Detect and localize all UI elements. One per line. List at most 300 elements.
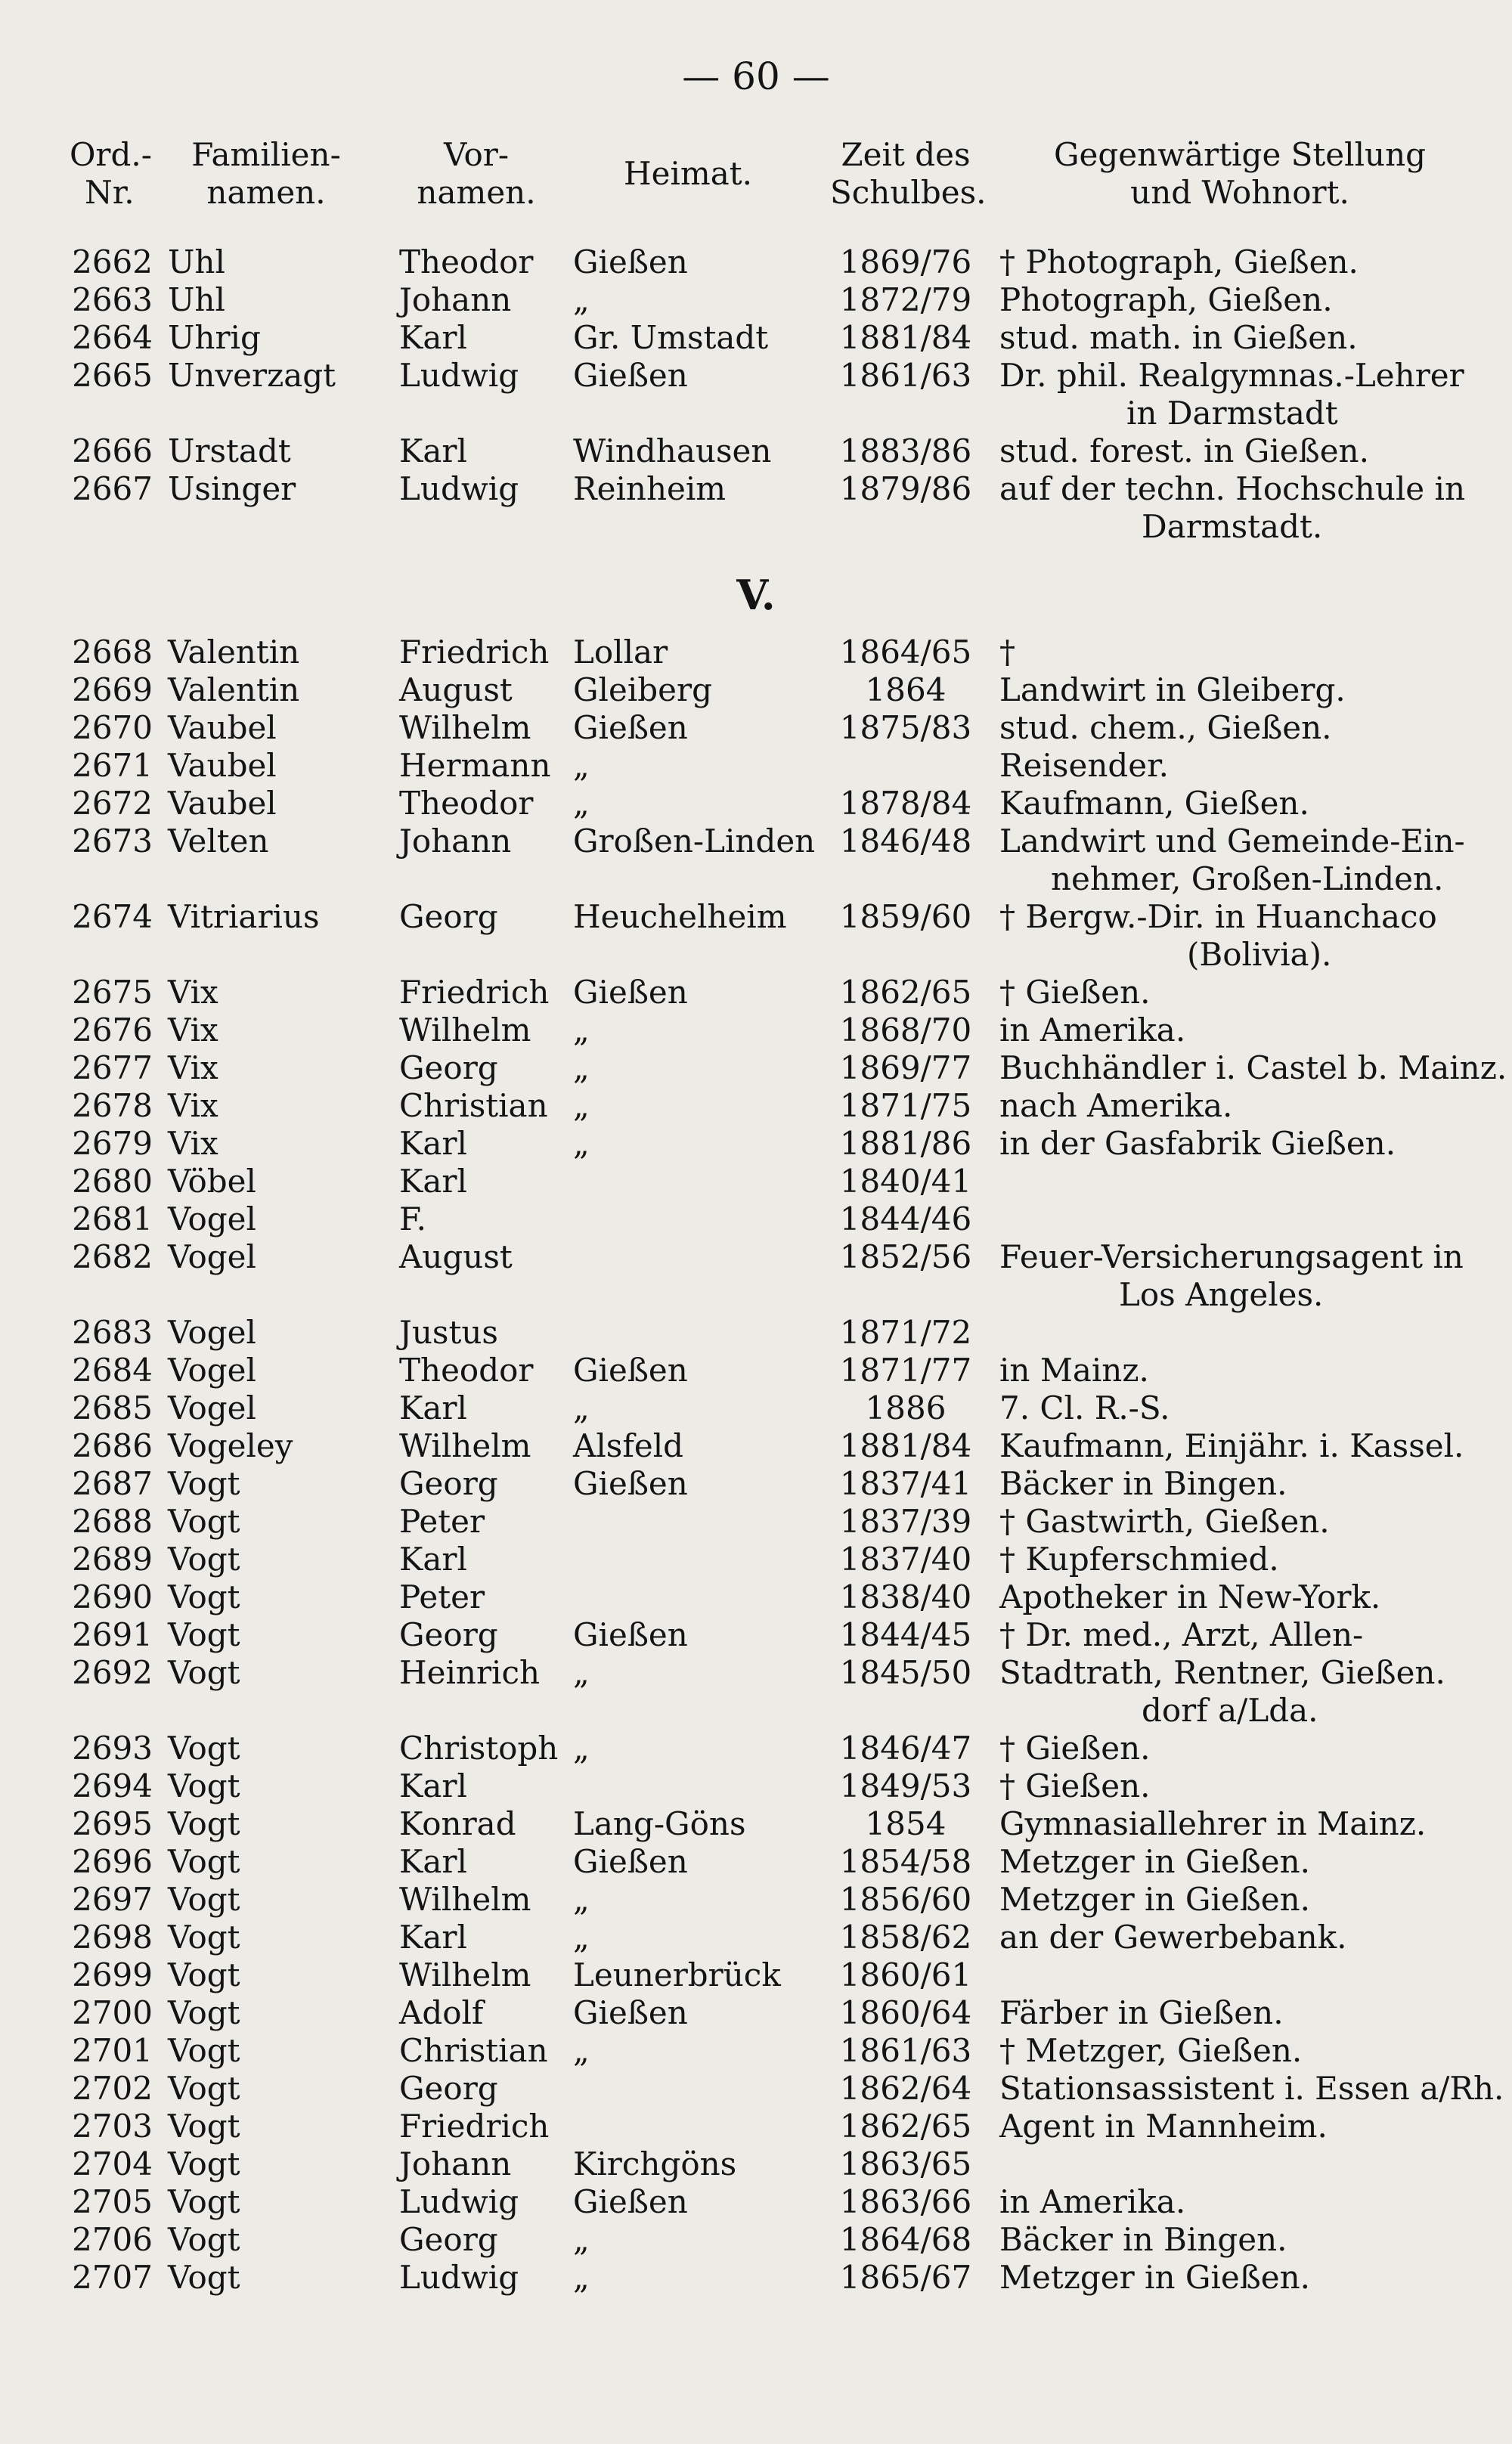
occupation-residence: Metzger in Gießen. xyxy=(999,1843,1311,1880)
entry-number: 2693 xyxy=(72,1730,153,1767)
entry-number: 2694 xyxy=(72,1767,153,1804)
hometown: Gießen xyxy=(573,2183,688,2220)
hometown: Lollar xyxy=(573,633,668,671)
occupation-residence: Kaufmann, Gießen. xyxy=(999,785,1309,822)
table-row xyxy=(0,319,1512,357)
entry-number: 2662 xyxy=(72,243,153,280)
table-row xyxy=(0,1843,1512,1881)
hometown: „ xyxy=(573,785,590,822)
family-name: Vogt xyxy=(168,1881,240,1918)
occupation-residence: Photograph, Gießen. xyxy=(999,281,1333,318)
first-name: Theodor xyxy=(399,1352,534,1389)
first-name: Friedrich xyxy=(399,974,550,1011)
first-name: Heinrich xyxy=(399,1654,541,1691)
school-period: 1837/39 xyxy=(839,1503,972,1540)
family-name: Vaubel xyxy=(168,747,277,784)
school-period: 1844/46 xyxy=(839,1200,972,1237)
hometown: Leunerbrück xyxy=(573,1956,781,1993)
entry-number: 2684 xyxy=(72,1352,153,1389)
first-name: Georg xyxy=(399,1616,498,1653)
first-name: Justus xyxy=(399,1314,498,1351)
school-period: 1869/77 xyxy=(839,1049,972,1086)
hometown: „ xyxy=(573,281,590,318)
section-letter-v: V. xyxy=(736,571,776,619)
occupation-residence: Bäcker in Bingen. xyxy=(999,1465,1287,1502)
family-name: Vogeley xyxy=(168,1427,293,1464)
first-name: Georg xyxy=(399,1049,498,1086)
school-period: 1849/53 xyxy=(839,1767,972,1804)
table-row xyxy=(0,1087,1512,1125)
occupation-residence: Stationsassistent i. Essen a/Rh. xyxy=(999,2070,1504,2107)
hometown: Gießen xyxy=(573,243,688,280)
table-row xyxy=(0,709,1512,747)
entry-number: 2677 xyxy=(72,1049,153,1086)
header-vorname-line1: Vor- xyxy=(443,136,510,173)
table-row xyxy=(0,2145,1512,2183)
entry-number: 2706 xyxy=(72,2221,153,2258)
occupation-residence: Metzger in Gießen. xyxy=(999,2259,1311,2296)
table-row xyxy=(0,1919,1512,1956)
family-name: Vogt xyxy=(168,2032,240,2069)
school-period: 1871/77 xyxy=(839,1352,972,1389)
entry-number: 2692 xyxy=(72,1654,153,1691)
family-name: Vöbel xyxy=(168,1163,256,1200)
school-period: 1864/68 xyxy=(839,2221,972,2258)
family-name: Vix xyxy=(168,974,218,1011)
table-row xyxy=(0,2183,1512,2221)
entry-number: 2683 xyxy=(72,1314,153,1351)
first-name: Wilhelm xyxy=(399,709,531,746)
entry-number: 2700 xyxy=(72,1994,153,2031)
table-row xyxy=(0,1125,1512,1163)
entry-number: 2686 xyxy=(72,1427,153,1464)
entry-number: 2678 xyxy=(72,1087,153,1124)
occupation-residence: in Mainz. xyxy=(999,1352,1149,1389)
entry-number: 2691 xyxy=(72,1616,153,1653)
school-period: 1864/65 xyxy=(839,633,972,671)
hometown: Gießen xyxy=(573,709,688,746)
school-period: 1859/60 xyxy=(839,898,972,935)
school-period: 1878/84 xyxy=(839,785,972,822)
school-period: 1862/65 xyxy=(839,2108,972,2145)
occupation-residence: stud. forest. in Gießen. xyxy=(999,432,1369,469)
occupation-residence: † xyxy=(999,633,1015,671)
family-name: Vogel xyxy=(168,1352,256,1389)
entry-number: 2696 xyxy=(72,1843,153,1880)
header-stellung-line1: Gegenwärtige Stellung xyxy=(1053,136,1427,173)
school-period: 1846/47 xyxy=(839,1730,972,1767)
entry-number: 2704 xyxy=(72,2145,153,2182)
table-row xyxy=(0,2070,1512,2108)
entry-number: 2671 xyxy=(72,747,153,784)
occupation-residence: † Gießen. xyxy=(999,1730,1151,1767)
hometown: „ xyxy=(573,1730,590,1767)
school-period: 1854 xyxy=(865,1805,947,1842)
header-zeit-line1: Zeit des xyxy=(841,136,971,173)
first-name: August xyxy=(399,1238,513,1275)
occupation-residence: Buchhändler i. Castel b. Mainz. xyxy=(999,1049,1507,1086)
header-vorname-line2: namen. xyxy=(417,174,536,211)
table-row xyxy=(0,1011,1512,1049)
table-row xyxy=(0,1578,1512,1616)
first-name: Adolf xyxy=(399,1994,484,2031)
school-period: 1881/84 xyxy=(839,319,972,356)
first-name: Karl xyxy=(399,1919,467,1956)
table-row xyxy=(0,1163,1512,1200)
family-name: Velten xyxy=(168,822,269,860)
family-name: Vogt xyxy=(168,1578,240,1615)
table-row xyxy=(0,1730,1512,1767)
family-name: Vogt xyxy=(168,2259,240,2296)
first-name: Wilhelm xyxy=(399,1427,531,1464)
first-name: Christian xyxy=(399,1087,548,1124)
first-name: Konrad xyxy=(399,1805,516,1842)
header-stellung-line2: und Wohnort. xyxy=(1130,174,1349,211)
table-row xyxy=(0,1049,1512,1087)
first-name: Ludwig xyxy=(399,470,519,507)
table-row xyxy=(0,2259,1512,2297)
entry-number: 2697 xyxy=(72,1881,153,1918)
hometown: Gießen xyxy=(573,1994,688,2031)
school-period: 1861/63 xyxy=(839,357,972,394)
family-name: Vogt xyxy=(168,1843,240,1880)
occupation-residence: stud. math. in Gießen. xyxy=(999,319,1358,356)
school-period: 1846/48 xyxy=(839,822,972,860)
hometown: Windhausen xyxy=(573,432,772,469)
occupation-residence: Landwirt und Gemeinde-Ein- xyxy=(999,822,1465,860)
occupation-residence: an der Gewerbebank. xyxy=(999,1919,1347,1956)
header-nr-line1: Ord.- xyxy=(70,136,152,173)
table-row xyxy=(0,1314,1512,1352)
first-name: Wilhelm xyxy=(399,1956,531,1993)
first-name: Ludwig xyxy=(399,357,519,394)
occupation-residence: Metzger in Gießen. xyxy=(999,1881,1311,1918)
entry-number: 2707 xyxy=(72,2259,153,2296)
table-row xyxy=(0,470,1512,508)
table-row xyxy=(0,243,1512,281)
first-name: Peter xyxy=(399,1503,485,1540)
entry-number: 2681 xyxy=(72,1200,153,1237)
occupation-residence: † Bergw.-Dir. in Huanchaco xyxy=(999,898,1437,935)
school-period: 1865/67 xyxy=(839,2259,972,2296)
hometown: „ xyxy=(573,2221,590,2258)
school-period: 1863/65 xyxy=(839,2145,972,2182)
occupation-residence: Landwirt in Gleiberg. xyxy=(999,671,1346,708)
hometown: Kirchgöns xyxy=(573,2145,737,2182)
first-name: Karl xyxy=(399,319,467,356)
hometown: „ xyxy=(573,747,590,784)
family-name: Vogt xyxy=(168,1503,240,1540)
entry-number: 2673 xyxy=(72,822,153,860)
first-name: Karl xyxy=(399,1389,467,1426)
table-row xyxy=(0,1465,1512,1503)
school-period: 1845/50 xyxy=(839,1654,972,1691)
table-row xyxy=(0,1654,1512,1692)
school-period: 1879/86 xyxy=(839,470,972,507)
family-name: Vogel xyxy=(168,1238,256,1275)
entry-number: 2689 xyxy=(72,1541,153,1578)
occupation-residence: Bäcker in Bingen. xyxy=(999,2221,1287,2258)
family-name: Vitriarius xyxy=(168,898,320,935)
first-name: Georg xyxy=(399,1465,498,1502)
school-period: 1881/86 xyxy=(839,1125,972,1162)
school-period: 1837/41 xyxy=(839,1465,972,1502)
family-name: Vogt xyxy=(168,1956,240,1993)
school-period: 1856/60 xyxy=(839,1881,972,1918)
entry-number: 2702 xyxy=(72,2070,153,2107)
occupation-residence: † Gießen. xyxy=(999,1767,1151,1804)
occupation-residence: Apotheker in New-York. xyxy=(999,1578,1381,1615)
first-name: Karl xyxy=(399,1125,467,1162)
family-name: Vogt xyxy=(168,1465,240,1502)
entry-number: 2675 xyxy=(72,974,153,1011)
table-row xyxy=(0,1427,1512,1465)
table-row xyxy=(0,2221,1512,2259)
hometown: Heuchelheim xyxy=(573,898,787,935)
entry-number: 2672 xyxy=(72,785,153,822)
family-name: Vogel xyxy=(168,1314,256,1351)
table-row xyxy=(0,1805,1512,1843)
family-name: Vogt xyxy=(168,1919,240,1956)
family-name: Urstadt xyxy=(168,432,291,469)
family-name: Uhrig xyxy=(168,319,261,356)
occupation-residence: 7. Cl. R.-S. xyxy=(999,1389,1170,1426)
hometown: Gr. Umstadt xyxy=(573,319,769,356)
table-row xyxy=(0,822,1512,860)
table-row xyxy=(0,1200,1512,1238)
school-period: 1872/79 xyxy=(839,281,972,318)
occupation-residence: nach Amerika. xyxy=(999,1087,1233,1124)
header-familienname-line1: Familien- xyxy=(191,136,341,173)
family-name: Vaubel xyxy=(168,709,277,746)
family-name: Valentin xyxy=(168,671,300,708)
entry-number: 2687 xyxy=(72,1465,153,1502)
school-period: 1868/70 xyxy=(839,1011,972,1049)
entry-number: 2705 xyxy=(72,2183,153,2220)
school-period: 1854/58 xyxy=(839,1843,972,1880)
table-row xyxy=(0,357,1512,395)
entry-number: 2695 xyxy=(72,1805,153,1842)
occupation-residence: † Photograph, Gießen. xyxy=(999,243,1359,280)
family-name: Vix xyxy=(168,1125,218,1162)
occupation-continuation: nehmer, Großen-Linden. xyxy=(1051,860,1444,897)
table-row xyxy=(0,785,1512,822)
first-name: Johann xyxy=(399,822,512,860)
occupation-continuation: dorf a/Lda. xyxy=(1142,1692,1318,1729)
hometown: „ xyxy=(573,1389,590,1426)
entry-number: 2669 xyxy=(72,671,153,708)
hometown: Gießen xyxy=(573,1465,688,1502)
first-name: Christoph xyxy=(399,1730,559,1767)
family-name: Usinger xyxy=(168,470,296,507)
school-period: 1858/62 xyxy=(839,1919,972,1956)
entry-number: 2701 xyxy=(72,2032,153,2069)
family-name: Vix xyxy=(168,1087,218,1124)
family-name: Unverzagt xyxy=(168,357,336,394)
hometown: „ xyxy=(573,1919,590,1956)
first-name: Georg xyxy=(399,2070,498,2107)
occupation-residence: Reisender. xyxy=(999,747,1169,784)
school-period: 1871/75 xyxy=(839,1087,972,1124)
header-heimat: Heimat. xyxy=(623,155,752,192)
hometown: Gießen xyxy=(573,974,688,1011)
first-name: Karl xyxy=(399,1163,467,1200)
first-name: Karl xyxy=(399,1767,467,1804)
hometown: „ xyxy=(573,1049,590,1086)
entry-number: 2668 xyxy=(72,633,153,671)
school-period: 1861/63 xyxy=(839,2032,972,2069)
first-name: Theodor xyxy=(399,785,534,822)
family-name: Uhl xyxy=(168,281,225,318)
first-name: Wilhelm xyxy=(399,1011,531,1049)
table-row xyxy=(0,1767,1512,1805)
family-name: Vogt xyxy=(168,1616,240,1653)
family-name: Vix xyxy=(168,1011,218,1049)
table-row xyxy=(0,1352,1512,1389)
occupation-residence: † Gastwirth, Gießen. xyxy=(999,1503,1330,1540)
school-period: 1863/66 xyxy=(839,2183,972,2220)
occupation-residence: Dr. phil. Realgymnas.-Lehrer xyxy=(999,357,1464,394)
family-name: Vogt xyxy=(168,1805,240,1842)
occupation-residence: in Amerika. xyxy=(999,1011,1186,1049)
school-period: 1862/65 xyxy=(839,974,972,1011)
hometown: Reinheim xyxy=(573,470,727,507)
hometown: „ xyxy=(573,1654,590,1691)
hometown: Großen-Linden xyxy=(573,822,816,860)
hometown: Alsfeld xyxy=(573,1427,684,1464)
family-name: Valentin xyxy=(168,633,300,671)
family-name: Vogt xyxy=(168,1654,240,1691)
school-period: 1864 xyxy=(865,671,947,708)
hometown: „ xyxy=(573,1087,590,1124)
family-name: Vogt xyxy=(168,1730,240,1767)
hometown: Gießen xyxy=(573,1616,688,1653)
entry-number: 2679 xyxy=(72,1125,153,1162)
hometown: Gießen xyxy=(573,357,688,394)
header-zeit-line2: Schulbes. xyxy=(830,174,987,211)
page-number: — 60 — xyxy=(682,54,830,98)
school-period: 1875/83 xyxy=(839,709,972,746)
table-row xyxy=(0,974,1512,1011)
occupation-residence: Feuer-Versicherungsagent in xyxy=(999,1238,1464,1275)
hometown: „ xyxy=(573,2259,590,2296)
school-period: 1886 xyxy=(865,1389,947,1426)
occupation-residence: auf der techn. Hochschule in xyxy=(999,470,1465,507)
first-name: Peter xyxy=(399,1578,485,1615)
table-row xyxy=(0,432,1512,470)
first-name: Hermann xyxy=(399,747,551,784)
header-nr-line2: Nr. xyxy=(85,174,135,211)
occupation-continuation: Los Angeles. xyxy=(1119,1276,1324,1313)
school-period: 1837/40 xyxy=(839,1541,972,1578)
first-name: Theodor xyxy=(399,243,534,280)
occupation-continuation: (Bolivia). xyxy=(1187,936,1332,973)
family-name: Vogel xyxy=(168,1200,256,1237)
first-name: Ludwig xyxy=(399,2183,519,2220)
occupation-residence: † Metzger, Gießen. xyxy=(999,2032,1303,2069)
occupation-residence: in Amerika. xyxy=(999,2183,1186,2220)
school-period: 1840/41 xyxy=(839,1163,972,1200)
family-name: Vogt xyxy=(168,2108,240,2145)
school-period: 1871/72 xyxy=(839,1314,972,1351)
school-period: 1844/45 xyxy=(839,1616,972,1653)
entry-number: 2667 xyxy=(72,470,153,507)
school-period: 1862/64 xyxy=(839,2070,972,2107)
entry-number: 2690 xyxy=(72,1578,153,1615)
family-name: Vogt xyxy=(168,2221,240,2258)
first-name: Karl xyxy=(399,432,467,469)
school-period: 1838/40 xyxy=(839,1578,972,1615)
entry-number: 2674 xyxy=(72,898,153,935)
school-period: 1860/61 xyxy=(839,1956,972,1993)
hometown: Gleiberg xyxy=(573,671,712,708)
entry-number: 2663 xyxy=(72,281,153,318)
entry-number: 2665 xyxy=(72,357,153,394)
school-period: 1883/86 xyxy=(839,432,972,469)
hometown: „ xyxy=(573,1881,590,1918)
entry-number: 2670 xyxy=(72,709,153,746)
table-row xyxy=(0,1238,1512,1276)
occupation-residence: Gymnasiallehrer in Mainz. xyxy=(999,1805,1427,1842)
occupation-continuation: in Darmstadt xyxy=(1126,395,1338,432)
occupation-residence: Färber in Gießen. xyxy=(999,1994,1284,2031)
hometown: Lang-Göns xyxy=(573,1805,746,1842)
first-name: Georg xyxy=(399,2221,498,2258)
entry-number: 2698 xyxy=(72,1919,153,1956)
hometown: „ xyxy=(573,1125,590,1162)
first-name: Georg xyxy=(399,898,498,935)
family-name: Vogt xyxy=(168,1767,240,1804)
family-name: Vogt xyxy=(168,2183,240,2220)
occupation-continuation: Darmstadt. xyxy=(1142,508,1323,545)
first-name: Karl xyxy=(399,1843,467,1880)
table-row xyxy=(0,747,1512,785)
family-name: Vogel xyxy=(168,1389,256,1426)
table-row xyxy=(0,633,1512,671)
school-period: 1852/56 xyxy=(839,1238,972,1275)
first-name: Johann xyxy=(399,2145,512,2182)
occupation-residence: † Dr. med., Arzt, Allen- xyxy=(999,1616,1364,1653)
entry-number: 2666 xyxy=(72,432,153,469)
school-period: 1881/84 xyxy=(839,1427,972,1464)
first-name: Friedrich xyxy=(399,633,550,671)
table-row xyxy=(0,1616,1512,1654)
table-row xyxy=(0,671,1512,709)
entry-number: 2699 xyxy=(72,1956,153,1993)
entry-number: 2682 xyxy=(72,1238,153,1275)
hometown: Gießen xyxy=(573,1352,688,1389)
table-row xyxy=(0,2108,1512,2145)
table-row xyxy=(0,281,1512,319)
school-period: 1869/76 xyxy=(839,243,972,280)
occupation-residence: Stadtrath, Rentner, Gießen. xyxy=(999,1654,1445,1691)
first-name: Ludwig xyxy=(399,2259,519,2296)
entry-number: 2676 xyxy=(72,1011,153,1049)
table-row xyxy=(0,1881,1512,1919)
entry-number: 2685 xyxy=(72,1389,153,1426)
family-name: Vix xyxy=(168,1049,218,1086)
family-name: Vogt xyxy=(168,2145,240,2182)
first-name: Wilhelm xyxy=(399,1881,531,1918)
table-row xyxy=(0,1389,1512,1427)
table-row xyxy=(0,898,1512,936)
header-familienname-line2: namen. xyxy=(206,174,326,211)
first-name: Karl xyxy=(399,1541,467,1578)
occupation-residence: † Gießen. xyxy=(999,974,1151,1011)
family-name: Vogt xyxy=(168,2070,240,2107)
first-name: Christian xyxy=(399,2032,548,2069)
first-name: Johann xyxy=(399,281,512,318)
